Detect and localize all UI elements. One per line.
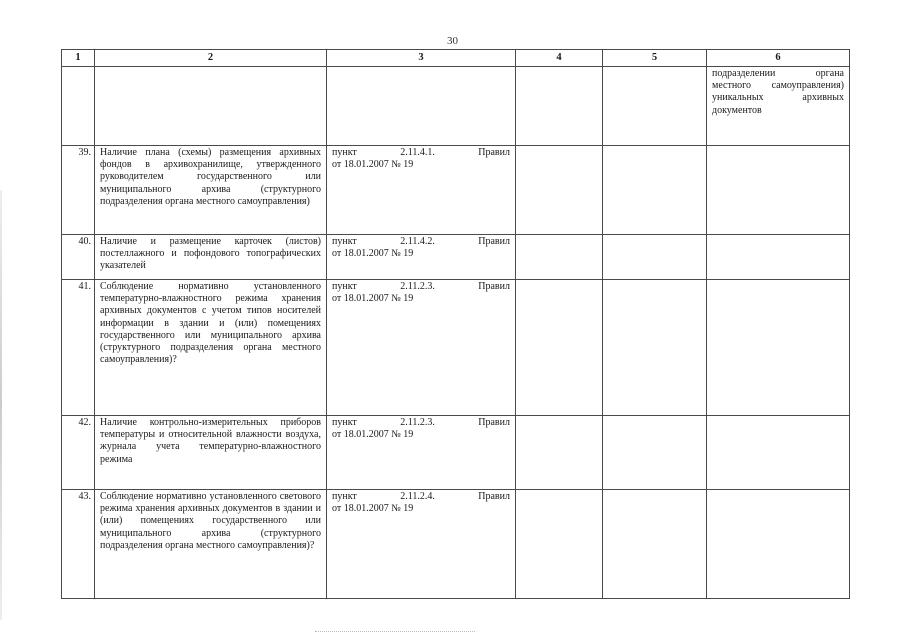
requirement-text: Соблюдение нормативно установленного светового режима хранения архивных документов в здании и (или) помещениях государственного или муниципального архива (структурного подразделения органа местного самоуправления)? <box>95 490 327 599</box>
header-col-5: 5 <box>603 50 707 67</box>
table-row <box>62 146 850 235</box>
empty-cell <box>603 416 707 490</box>
empty-cell <box>62 67 95 146</box>
empty-cell <box>707 280 850 416</box>
empty-cell <box>707 146 850 235</box>
empty-cell <box>603 146 707 235</box>
legal-reference: пункт 2.11.4.1. Правил от 18.01.2007 № 19 <box>327 146 516 235</box>
requirement-text: Наличие контрольно-измерительных приборов температуры и относительной влажности воздуха, журнала учета температурно-влажностного режима <box>95 416 327 490</box>
table-row <box>62 416 850 490</box>
empty-cell <box>707 490 850 599</box>
empty-cell <box>327 67 516 146</box>
empty-cell <box>516 67 603 146</box>
table-row <box>62 235 850 280</box>
empty-cell <box>516 235 603 280</box>
legal-reference: пункт 2.11.2.4. Правил от 18.01.2007 № 19 <box>327 490 516 599</box>
row-number: 40. <box>62 235 95 280</box>
empty-cell <box>603 67 707 146</box>
empty-cell <box>516 490 603 599</box>
empty-cell <box>516 280 603 416</box>
legal-reference: пункт 2.11.2.3. Правил от 18.01.2007 № 19 <box>327 280 516 416</box>
requirement-text: Соблюдение нормативно установленного температурно-влажностного режима хранения архивных документов с учетом типов носителей информации в здании и (или) помещениях государственного или муниципального архива (структурного подразделения органа местного самоуправления)? <box>95 280 327 416</box>
row-number: 39. <box>62 146 95 235</box>
empty-cell <box>603 490 707 599</box>
continuation-text: подразделении органа местного самоуправления) уникальных архивных документов <box>707 67 850 146</box>
header-col-4: 4 <box>516 50 603 67</box>
empty-cell <box>516 146 603 235</box>
requirement-text: Наличие и размещение карточек (листов) постеллажного и пофондового топографических указателей <box>95 235 327 280</box>
continuation-row <box>62 67 850 146</box>
empty-cell <box>707 235 850 280</box>
header-col-2: 2 <box>95 50 327 67</box>
row-number: 41. <box>62 280 95 416</box>
empty-cell <box>603 235 707 280</box>
requirement-text: Наличие плана (схемы) размещения архивных фондов в архивохранилище, утвержденного руководителем государственного или муниципального архива (структурного подразделения органа местного самоуправления) <box>95 146 327 235</box>
empty-cell <box>516 416 603 490</box>
header-col-6: 6 <box>707 50 850 67</box>
header-col-3: 3 <box>327 50 516 67</box>
scan-edge <box>0 190 2 620</box>
page-number: 30 <box>447 35 458 47</box>
row-number: 43. <box>62 490 95 599</box>
row-number: 42. <box>62 416 95 490</box>
table-row <box>62 490 850 599</box>
header-col-1: 1 <box>62 50 95 67</box>
scan-artifact <box>315 631 475 634</box>
empty-cell <box>707 416 850 490</box>
empty-cell <box>603 280 707 416</box>
table-row <box>62 280 850 416</box>
requirements-table <box>61 49 850 599</box>
empty-cell <box>95 67 327 146</box>
legal-reference: пункт 2.11.4.2. Правил от 18.01.2007 № 19 <box>327 235 516 280</box>
header-row <box>62 50 850 67</box>
legal-reference: пункт 2.11.2.3. Правил от 18.01.2007 № 19 <box>327 416 516 490</box>
